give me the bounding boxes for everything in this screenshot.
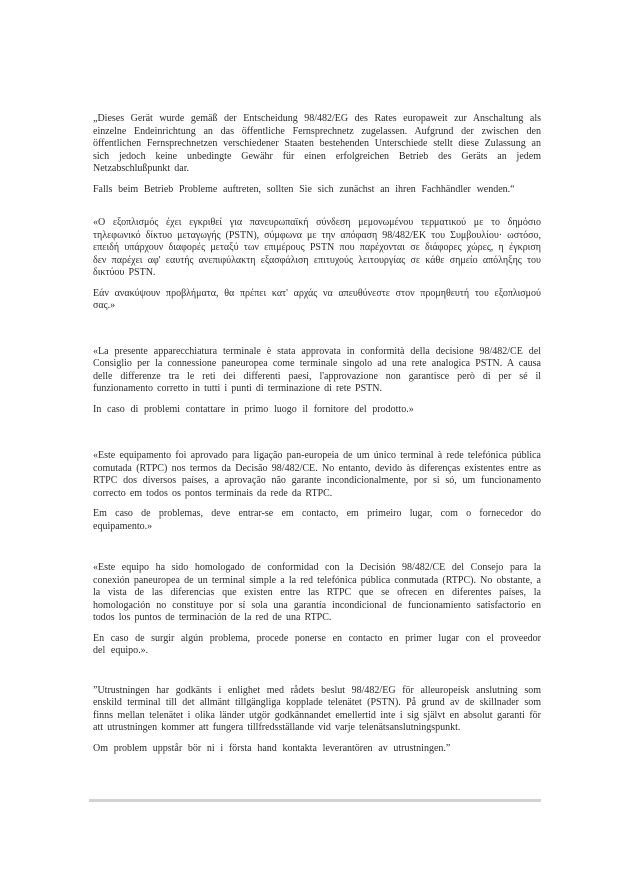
notice-italian-body: «La presente apparecchiatura terminale è stata approvata in conformità della decisione 98/482/CE del Consiglio per la connessione paneuropea come terminale singolo ad una rete analogica PSTN. A causa delle differenze tra le reti dei differenti paesi, l'approvazione non garantisce però di per sé il funzionamento corretto in tutti i punti di terminazione di rete PSTN. (93, 345, 541, 394)
notice-german (93, 113, 541, 196)
notice-german-body: „Dieses Gerät wurde gemäß der Entscheidung 98/482/EG des Rates europaweit zur Anschaltung als einzelne Endeinrichtung an das öffentliche Fernsprechnetz zugelassen. Aufgrund der zwischen den öffentlichen Fernsprechnetzen verschiedener Staaten bestehenden Unterschiede stellt diese Zulassung an sich jedoch keine unbedingte Gewähr für einen erfolgreichen Betrieb des Geräts an jedem Netzabschlußpunkt dar. (93, 113, 541, 174)
notice-spanish (93, 562, 541, 658)
notice-swedish-body: ”Utrustningen har godkänts i enlighet med rådets beslut 98/482/EG för alleuropeisk anslutning som enskild terminal till det allmänt tillgängliga kopplade telenätet (PSTN). På grund av de skillnader som finns mellan telenätet i olika länder utgör godkännandet emellertid inte i sig självt en absolut garanti för att utrustningen kommer att fungera tillfredsställande vid varje telenätsanslutningspunkt. (93, 684, 541, 733)
notice-portuguese-body: «Este equipamento foi aprovado para ligação pan-europeia de um único terminal à rede telefónica pública comutada (RTPC) nos termos da Decisão 98/482/CE. No entanto, devido às diferenças existentes entre as RTPC dos diversos países, a aprovação não garante incondicionalmente, por si só, um funcionamento correcto em todos os pontos terminais da rede da RTPC. (93, 450, 541, 499)
notice-greek (93, 217, 541, 313)
notice-german-closing: Falls beim Betrieb Probleme auftreten, sollten Sie sich zunächst an ihren Fachhändler wenden.“ (93, 183, 515, 195)
notice-italian-closing: In caso di problemi contattare in primo luogo il fornitore del prodotto.» (93, 403, 414, 415)
notice-greek-closing: Εάν ανακύψουν προβλήματα, θα πρέπει κατ' αρχάς να απευθύνεστε στον προμηθευτή του εξοπλισμού σας.» (93, 287, 541, 311)
notice-italian (93, 346, 541, 417)
notice-greek-body: «Ο εξοπλισμός έχει εγκριθεί για πανευρωπαϊκή σύνδεση μεμονωμένου τερματικού με το δημόσιο τηλεφωνικό δίκτυο μεταγωγής (PSTN), σύμφωνα με την απόφαση 98/482/ΕΚ του Συμβουλίου· ωστόσο, επειδή υπάρχουν διαφορές μεταξύ των επιμέρους PSTN που παρέχονται σε διάφορες χώρες, η έγκριση δεν παρέχει αφ' εαυτής ανεπιφύλακτη εξασφάλιση επιτυχούς λειτουργίας σε κάθε σημείο απόληξης του δικτύου PSTN. (93, 217, 541, 278)
notice-portuguese-closing: Em caso de problemas, deve entrar-se em contacto, em primeiro lugar, com o fornecedor do equipamento.» (93, 508, 541, 532)
notice-spanish-closing: En caso de surgir algún problema, procede ponerse en contacto en primer lugar con el proveedor del equipo.». (93, 632, 541, 656)
footer-divider (89, 799, 541, 802)
notice-portuguese (93, 450, 541, 533)
notice-swedish-closing: Om problem uppstår bör ni i första hand kontakta leverantören av utrustningen.” (93, 742, 451, 754)
notice-text-block (93, 113, 541, 763)
notice-spanish-body: «Este equipo ha sido homologado de conformidad con la Decisión 98/482/CE del Consejo para la conexión paneuropea de un terminal simple a la red telefónica pública conmutada (RTPC). No obstante, a la vista de las diferencias que existen entre las RTPC que se ofrecen en diferentes países, la homologación no constituye por sí sola una garantía incondicional de funcionamiento satisfactorio en todos los puntos de terminación de la red de una RTPC. (93, 562, 541, 623)
notice-swedish (93, 685, 541, 756)
